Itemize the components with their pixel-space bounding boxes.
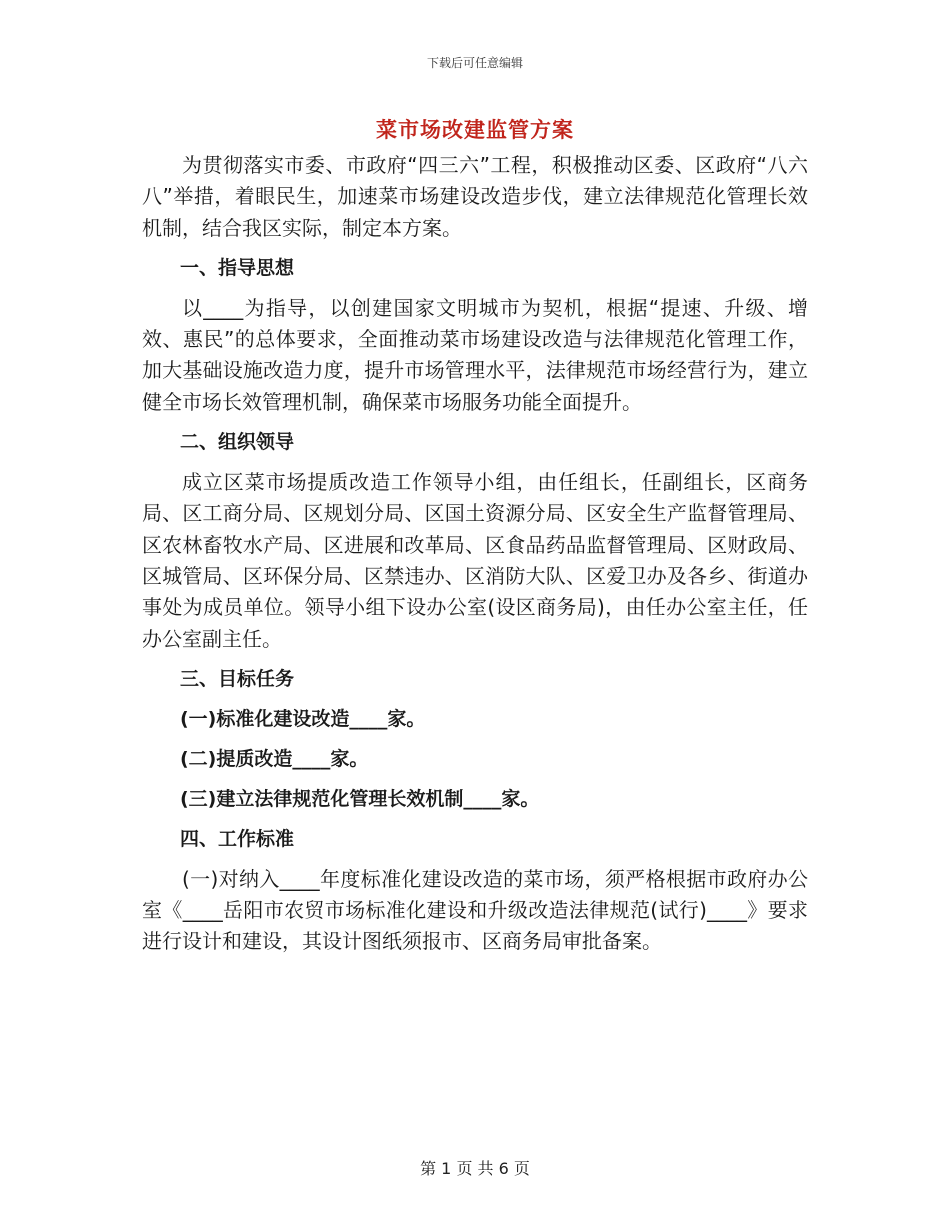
section-heading-targets: 三、目标任务 <box>180 667 295 690</box>
section-heading-work-standards: 四、工作标准 <box>180 827 295 850</box>
paragraph-intro: 为贯彻落实市委、市政府“四三六”工程，积极推动区委、区政府“八六八”举措，着眼民生，加速菜市场建设改造步伐，建立法律规范化管理长效机制，结合我区实际，制定本方案。 <box>142 153 808 240</box>
paragraph-guiding-ideology: 以____为指导，以创建国家文明城市为契机，根据“提速、升级、增效、惠民”的总体要求，全面推动菜市场建设改造与法律规范化管理工作，加大基础设施改造力度，提升市场管理水平，法律规范市场经营行为，建立健全市场长效管理机制，确保菜市场服务功能全面提升。 <box>142 295 808 414</box>
paragraph-work-standards-1: (一)对纳入____年度标准化建设改造的菜市场，须严格根据市政府办公室《____岳阳市农贸市场标准化建设和升级改造法律规范(试行)____》要求进行设计和建设，其设计图纸须报市、区商务局审批备案。 <box>142 866 808 954</box>
page-header: 下载后可任意编辑 <box>426 56 523 70</box>
document-body <box>142 150 808 967</box>
page-number: 第 1 页 共 6 页 <box>420 1159 530 1178</box>
target-item-2: (二)提质改造____家。 <box>180 747 369 770</box>
target-item-1: (一)标准化建设改造____家。 <box>180 707 426 730</box>
section-heading-organization: 二、组织领导 <box>180 431 295 454</box>
section-heading-guiding-ideology: 一、指导思想 <box>180 256 295 279</box>
paragraph-organization: 成立区菜市场提质改造工作领导小组，由任组长，任副组长，区商务局、区工商分局、区规划分局、区国土资源分局、区安全生产监督管理局、区农林畜牧水产局、区进展和改革局、区食品药品监督管理局、区财政局、区城管局、区环保分局、区禁违办、区消防大队、区爱卫办及各乡、街道办事处为成员单位。领导小组下设办公室(设区商务局)，由任办公室主任，任办公室副主任。 <box>142 470 808 651</box>
target-item-3: (三)建立法律规范化管理长效机制____家。 <box>180 787 540 810</box>
document-title: 菜市场改建监管方案 <box>376 118 574 142</box>
